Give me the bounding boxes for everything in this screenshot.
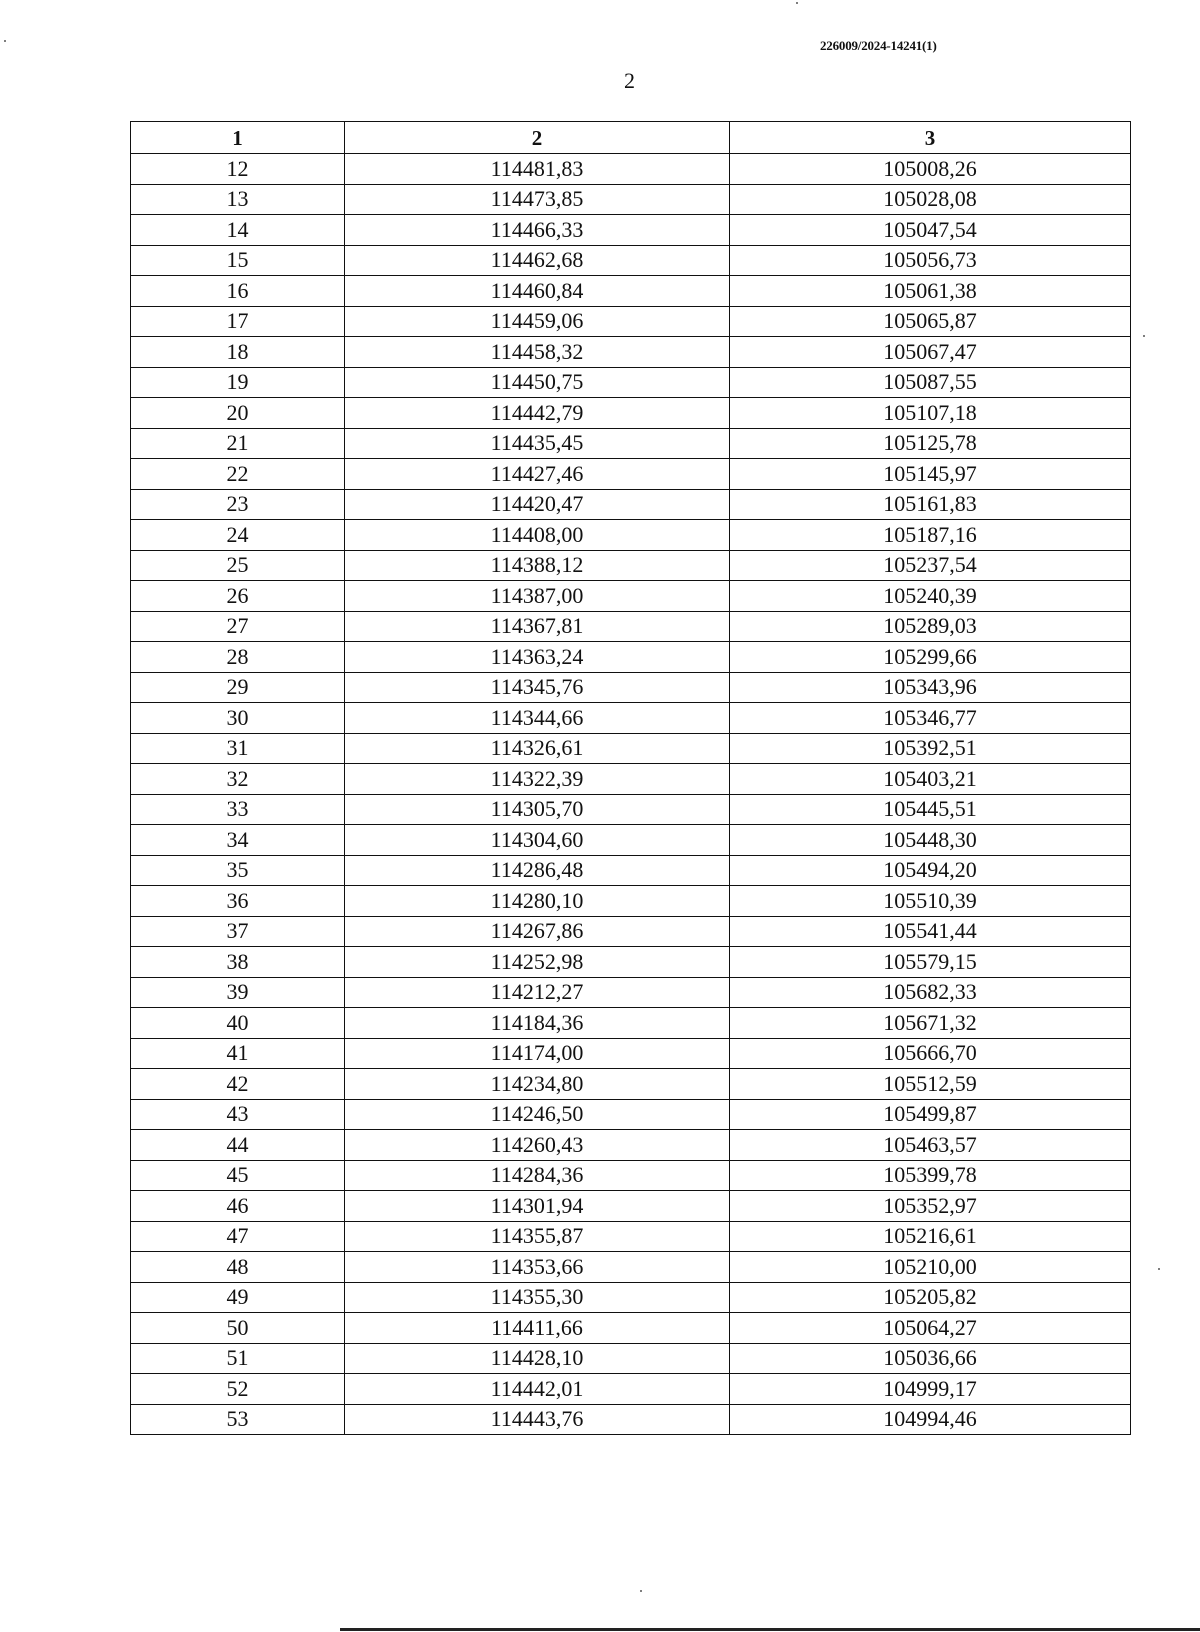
table-cell-col1: 47 (131, 1221, 345, 1252)
scan-speck (640, 1590, 642, 1592)
table-row (131, 459, 1131, 490)
table-cell-col1: 15 (131, 245, 345, 276)
table-cell-col1: 40 (131, 1008, 345, 1039)
table-row (131, 581, 1131, 612)
table-cell-col1: 21 (131, 428, 345, 459)
table-cell-col2: 114363,24 (345, 642, 730, 673)
table-cell-col2: 114301,94 (345, 1191, 730, 1222)
table-cell-col2: 114212,27 (345, 977, 730, 1008)
table-cell-col1: 26 (131, 581, 345, 612)
table-row (131, 672, 1131, 703)
table-cell-col2: 114355,87 (345, 1221, 730, 1252)
table-row (131, 1038, 1131, 1069)
table-cell-col1: 44 (131, 1130, 345, 1161)
table-cell-col1: 51 (131, 1343, 345, 1374)
table-cell-col1: 17 (131, 306, 345, 337)
table-cell-col3: 105125,78 (730, 428, 1131, 459)
table-row (131, 1282, 1131, 1313)
table-row (131, 550, 1131, 581)
table-cell-col1: 18 (131, 337, 345, 368)
table-cell-col2: 114234,80 (345, 1069, 730, 1100)
table-row (131, 1008, 1131, 1039)
table-cell-col2: 114322,39 (345, 764, 730, 795)
table-row (131, 642, 1131, 673)
table-cell-col3: 105145,97 (730, 459, 1131, 490)
table-cell-col2: 114260,43 (345, 1130, 730, 1161)
table-cell-col2: 114184,36 (345, 1008, 730, 1039)
table-cell-col3: 105210,00 (730, 1252, 1131, 1283)
table-cell-col1: 12 (131, 154, 345, 185)
table-row (131, 276, 1131, 307)
table-cell-col1: 53 (131, 1404, 345, 1435)
table-row (131, 947, 1131, 978)
table-row (131, 428, 1131, 459)
table-row (131, 855, 1131, 886)
table-cell-col2: 114459,06 (345, 306, 730, 337)
table-cell-col1: 39 (131, 977, 345, 1008)
table-row (131, 1160, 1131, 1191)
table-cell-col1: 13 (131, 184, 345, 215)
table-row (131, 398, 1131, 429)
table-cell-col3: 105056,73 (730, 245, 1131, 276)
table-row (131, 1374, 1131, 1405)
table-cell-col1: 33 (131, 794, 345, 825)
table-cell-col1: 28 (131, 642, 345, 673)
table-row (131, 794, 1131, 825)
table-cell-col2: 114442,79 (345, 398, 730, 429)
table-cell-col2: 114345,76 (345, 672, 730, 703)
table-row (131, 977, 1131, 1008)
table-cell-col3: 105107,18 (730, 398, 1131, 429)
table-cell-col3: 105064,27 (730, 1313, 1131, 1344)
table-cell-col2: 114174,00 (345, 1038, 730, 1069)
table-cell-col1: 34 (131, 825, 345, 856)
table-cell-col2: 114387,00 (345, 581, 730, 612)
scan-speck (1158, 1268, 1160, 1270)
table-cell-col2: 114466,33 (345, 215, 730, 246)
table-cell-col1: 24 (131, 520, 345, 551)
table-cell-col2: 114286,48 (345, 855, 730, 886)
scan-speck (1143, 335, 1145, 337)
table-cell-col1: 49 (131, 1282, 345, 1313)
table-row (131, 1130, 1131, 1161)
table-cell-col3: 105067,47 (730, 337, 1131, 368)
table-cell-col1: 42 (131, 1069, 345, 1100)
column-header-3: 3 (730, 122, 1131, 154)
table-cell-col1: 31 (131, 733, 345, 764)
scan-speck (796, 2, 798, 4)
table-cell-col2: 114280,10 (345, 886, 730, 917)
table-cell-col2: 114246,50 (345, 1099, 730, 1130)
table-row (131, 245, 1131, 276)
coordinates-table (130, 121, 1131, 1435)
table-cell-col2: 114427,46 (345, 459, 730, 490)
table-cell-col3: 104994,46 (730, 1404, 1131, 1435)
table-cell-col2: 114305,70 (345, 794, 730, 825)
table-cell-col3: 105682,33 (730, 977, 1131, 1008)
table-row (131, 215, 1131, 246)
table-row (131, 764, 1131, 795)
table-row (131, 703, 1131, 734)
table-row (131, 886, 1131, 917)
table-cell-col3: 105541,44 (730, 916, 1131, 947)
table-cell-col3: 105346,77 (730, 703, 1131, 734)
table-cell-col3: 105499,87 (730, 1099, 1131, 1130)
table-cell-col1: 23 (131, 489, 345, 520)
table-cell-col3: 105352,97 (730, 1191, 1131, 1222)
table-cell-col1: 35 (131, 855, 345, 886)
table-cell-col3: 105579,15 (730, 947, 1131, 978)
table-cell-col3: 105343,96 (730, 672, 1131, 703)
table-cell-col3: 105289,03 (730, 611, 1131, 642)
table-cell-col1: 50 (131, 1313, 345, 1344)
table-row (131, 1404, 1131, 1435)
table-cell-col3: 105494,20 (730, 855, 1131, 886)
table-cell-col3: 105237,54 (730, 550, 1131, 581)
table-cell-col2: 114442,01 (345, 1374, 730, 1405)
table-row (131, 367, 1131, 398)
coordinates-table-container (130, 121, 1130, 1435)
table-row (131, 1099, 1131, 1130)
table-cell-col2: 114428,10 (345, 1343, 730, 1374)
table-cell-col3: 105666,70 (730, 1038, 1131, 1069)
table-cell-col1: 16 (131, 276, 345, 307)
table-cell-col2: 114326,61 (345, 733, 730, 764)
table-cell-col3: 105403,21 (730, 764, 1131, 795)
table-cell-col3: 105028,08 (730, 184, 1131, 215)
table-row (131, 306, 1131, 337)
table-body (131, 154, 1131, 1435)
table-cell-col3: 105187,16 (730, 520, 1131, 551)
table-cell-col3: 105047,54 (730, 215, 1131, 246)
table-cell-col2: 114458,32 (345, 337, 730, 368)
table-cell-col3: 105205,82 (730, 1282, 1131, 1313)
table-cell-col1: 27 (131, 611, 345, 642)
table-cell-col3: 105065,87 (730, 306, 1131, 337)
table-cell-col1: 20 (131, 398, 345, 429)
table-cell-col2: 114304,60 (345, 825, 730, 856)
table-row (131, 611, 1131, 642)
table-cell-col2: 114355,30 (345, 1282, 730, 1313)
table-cell-col1: 41 (131, 1038, 345, 1069)
table-row (131, 1252, 1131, 1283)
document-reference-number: 226009/2024-14241(1) (820, 38, 937, 53)
table-cell-col1: 25 (131, 550, 345, 581)
table-cell-col1: 36 (131, 886, 345, 917)
table-cell-col3: 105671,32 (730, 1008, 1131, 1039)
table-cell-col1: 22 (131, 459, 345, 490)
table-row (131, 520, 1131, 551)
table-cell-col1: 43 (131, 1099, 345, 1130)
table-row (131, 1221, 1131, 1252)
table-cell-col1: 48 (131, 1252, 345, 1283)
table-cell-col2: 114481,83 (345, 154, 730, 185)
table-cell-col2: 114420,47 (345, 489, 730, 520)
table-cell-col3: 105036,66 (730, 1343, 1131, 1374)
table-cell-col1: 45 (131, 1160, 345, 1191)
table-cell-col3: 105463,57 (730, 1130, 1131, 1161)
table-cell-col2: 114462,68 (345, 245, 730, 276)
table-row (131, 184, 1131, 215)
table-cell-col2: 114460,84 (345, 276, 730, 307)
table-row (131, 825, 1131, 856)
table-cell-col3: 105240,39 (730, 581, 1131, 612)
table-cell-col3: 105510,39 (730, 886, 1131, 917)
table-cell-col2: 114344,66 (345, 703, 730, 734)
table-row (131, 1069, 1131, 1100)
scan-speck (4, 40, 6, 42)
table-cell-col3: 105161,83 (730, 489, 1131, 520)
table-cell-col3: 104999,17 (730, 1374, 1131, 1405)
table-cell-col1: 29 (131, 672, 345, 703)
table-cell-col2: 114388,12 (345, 550, 730, 581)
table-header-row (131, 122, 1131, 154)
table-cell-col1: 38 (131, 947, 345, 978)
table-cell-col2: 114408,00 (345, 520, 730, 551)
table-cell-col1: 19 (131, 367, 345, 398)
table-row (131, 1191, 1131, 1222)
table-cell-col3: 105216,61 (730, 1221, 1131, 1252)
table-cell-col1: 46 (131, 1191, 345, 1222)
table-cell-col1: 32 (131, 764, 345, 795)
table-row (131, 916, 1131, 947)
table-cell-col3: 105008,26 (730, 154, 1131, 185)
table-cell-col2: 114252,98 (345, 947, 730, 978)
table-cell-col3: 105061,38 (730, 276, 1131, 307)
table-cell-col2: 114267,86 (345, 916, 730, 947)
table-cell-col3: 105448,30 (730, 825, 1131, 856)
table-cell-col3: 105445,51 (730, 794, 1131, 825)
table-cell-col3: 105299,66 (730, 642, 1131, 673)
table-cell-col3: 105087,55 (730, 367, 1131, 398)
table-cell-col2: 114284,36 (345, 1160, 730, 1191)
table-row (131, 1343, 1131, 1374)
table-cell-col2: 114353,66 (345, 1252, 730, 1283)
table-cell-col3: 105399,78 (730, 1160, 1131, 1191)
table-cell-col2: 114367,81 (345, 611, 730, 642)
table-cell-col2: 114435,45 (345, 428, 730, 459)
table-row (131, 733, 1131, 764)
page-number: 2 (624, 68, 635, 93)
table-cell-col3: 105512,59 (730, 1069, 1131, 1100)
column-header-1: 1 (131, 122, 345, 154)
table-cell-col1: 52 (131, 1374, 345, 1405)
table-cell-col1: 14 (131, 215, 345, 246)
table-cell-col1: 37 (131, 916, 345, 947)
table-row (131, 489, 1131, 520)
table-row (131, 154, 1131, 185)
table-cell-col2: 114450,75 (345, 367, 730, 398)
table-cell-col3: 105392,51 (730, 733, 1131, 764)
table-row (131, 1313, 1131, 1344)
table-cell-col2: 114411,66 (345, 1313, 730, 1344)
table-cell-col2: 114443,76 (345, 1404, 730, 1435)
table-cell-col1: 30 (131, 703, 345, 734)
column-header-2: 2 (345, 122, 730, 154)
scan-edge-line (340, 1628, 1200, 1631)
table-row (131, 337, 1131, 368)
table-cell-col2: 114473,85 (345, 184, 730, 215)
